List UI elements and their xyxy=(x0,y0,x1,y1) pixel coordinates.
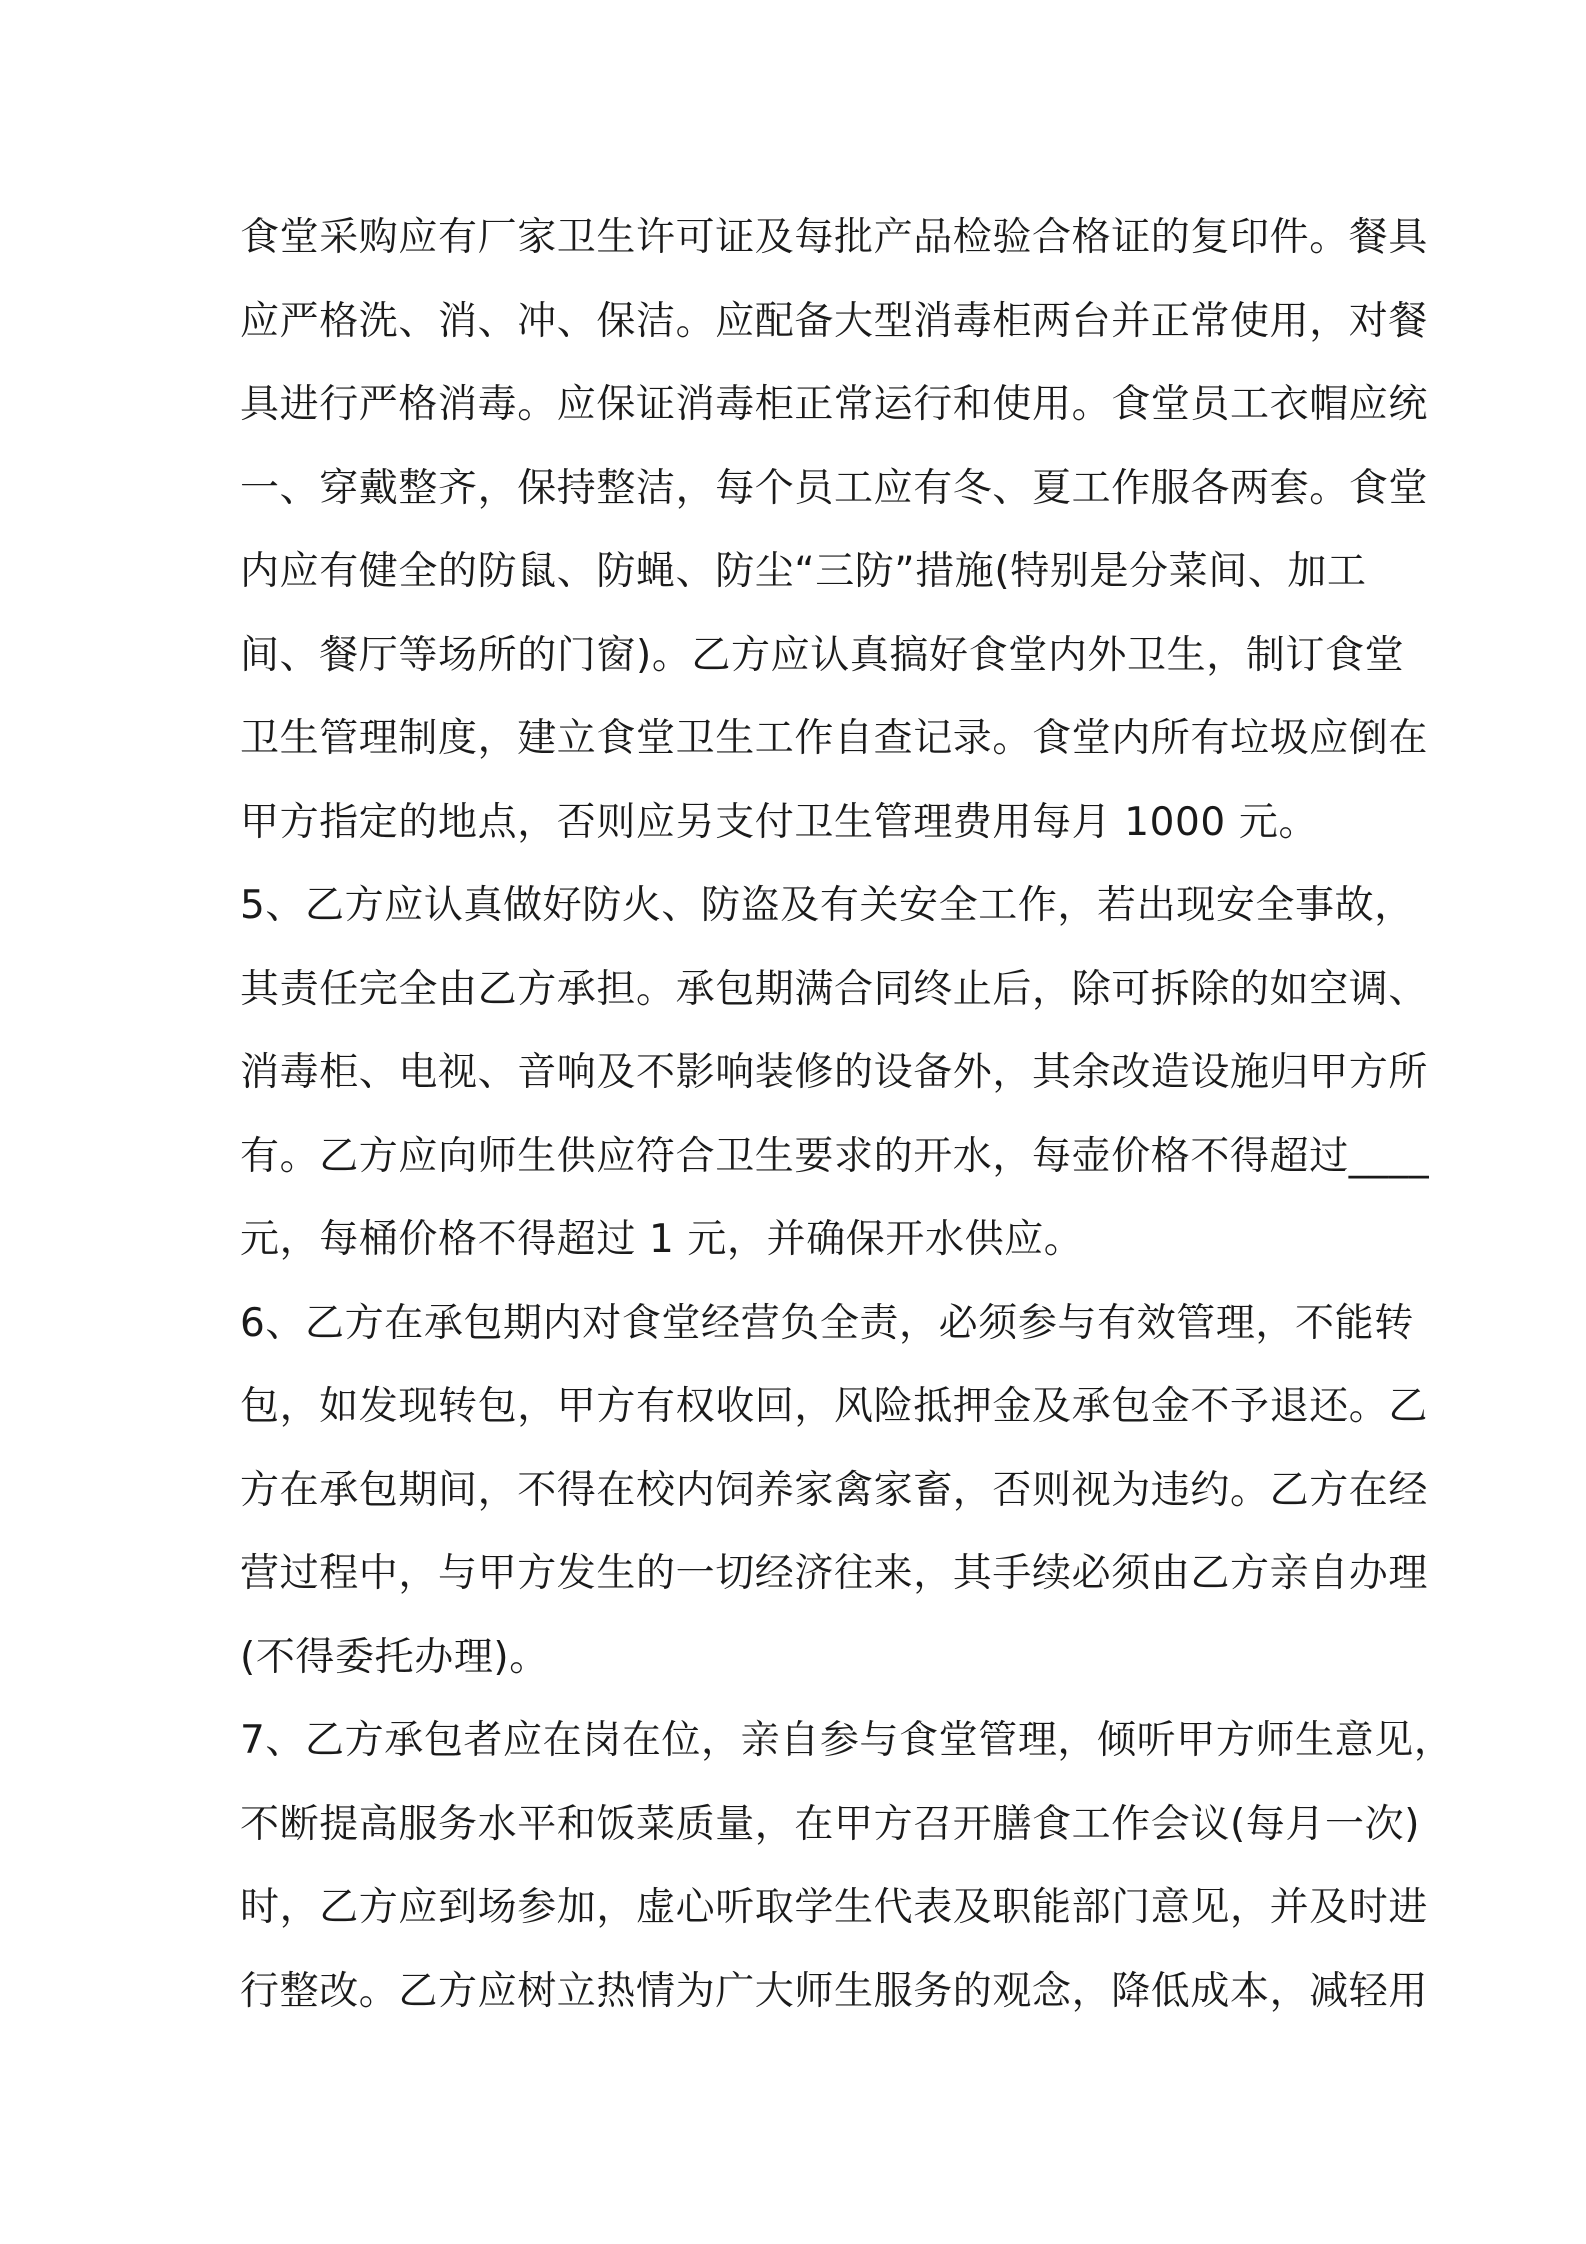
text-line: 其责任完全由乙方承担。承包期满合同终止后，除可拆除的如空调、 xyxy=(240,966,1429,1012)
text-line: 卫生管理制度，建立食堂卫生工作自查记录。食堂内所有垃圾应倒在 xyxy=(240,716,1429,761)
text-line: 消毒柜、电视、音响及不影响装修的设备外，其余改造设施归甲方所 xyxy=(240,1050,1429,1095)
text-line: 方在承包期间，不得在校内饲养家禽家畜，否则视为违约。乙方在经 xyxy=(240,1467,1429,1513)
text-line: 应严格洗、消、冲、保洁。应配备大型消毒柜两台并正常使用，对餐 xyxy=(240,298,1429,344)
text-line: 行整改。乙方应树立热情为广大师生服务的观念，降低成本，减轻用 xyxy=(240,1968,1429,2014)
text-line: 营过程中，与甲方发生的一切经济往来，其手续必须由乙方亲自办理 xyxy=(240,1551,1429,1596)
text-line: 5、乙方应认真做好防火、防盗及有关安全工作，若出现安全事故， xyxy=(240,883,1414,928)
text-line: 不断提高服务水平和饭菜质量，在甲方召开膳食工作会议(每月一次) xyxy=(240,1801,1421,1847)
text-line: 间、餐厅等场所的门窗)。乙方应认真搞好食堂内外卫生，制订食堂 xyxy=(240,632,1405,678)
text-line: 元，每桶价格不得超过 1 元，并确保开水供应。 xyxy=(240,1217,1084,1262)
text-line: 包，如发现转包，甲方有权收回，风险抵押金及承包金不予退还。乙 xyxy=(240,1384,1429,1429)
text-line: (不得委托办理)。 xyxy=(240,1634,549,1680)
text-line: 时，乙方应到场参加，虚心听取学生代表及职能部门意见，并及时进 xyxy=(240,1885,1429,1930)
text-line: 具进行严格消毒。应保证消毒柜正常运行和使用。食堂员工衣帽应统 xyxy=(240,382,1429,427)
text-line: 7、乙方承包者应在岗在位，亲自参与食堂管理，倾听甲方师生意见， xyxy=(240,1718,1454,1763)
text-line: 内应有健全的防鼠、防蝇、防尘“三防”措施(特别是分菜间、加工 xyxy=(240,549,1367,594)
text-line: 一、穿戴整齐，保持整洁，每个员工应有冬、夏工作服各两套。食堂 xyxy=(240,465,1429,511)
text-line: 有。乙方应向师生供应符合卫生要求的开水，每壶价格不得超过____ xyxy=(240,1133,1430,1179)
text-line: 食堂采购应有厂家卫生许可证及每批产品检验合格证的复印件。餐具 xyxy=(240,215,1429,260)
contract-text-body xyxy=(240,196,1454,2033)
text-line: 甲方指定的地点，否则应另支付卫生管理费用每月 1000 元。 xyxy=(240,799,1319,845)
text-line: 6、乙方在承包期内对食堂经营负全责，必须参与有效管理，不能转 xyxy=(240,1300,1414,1346)
